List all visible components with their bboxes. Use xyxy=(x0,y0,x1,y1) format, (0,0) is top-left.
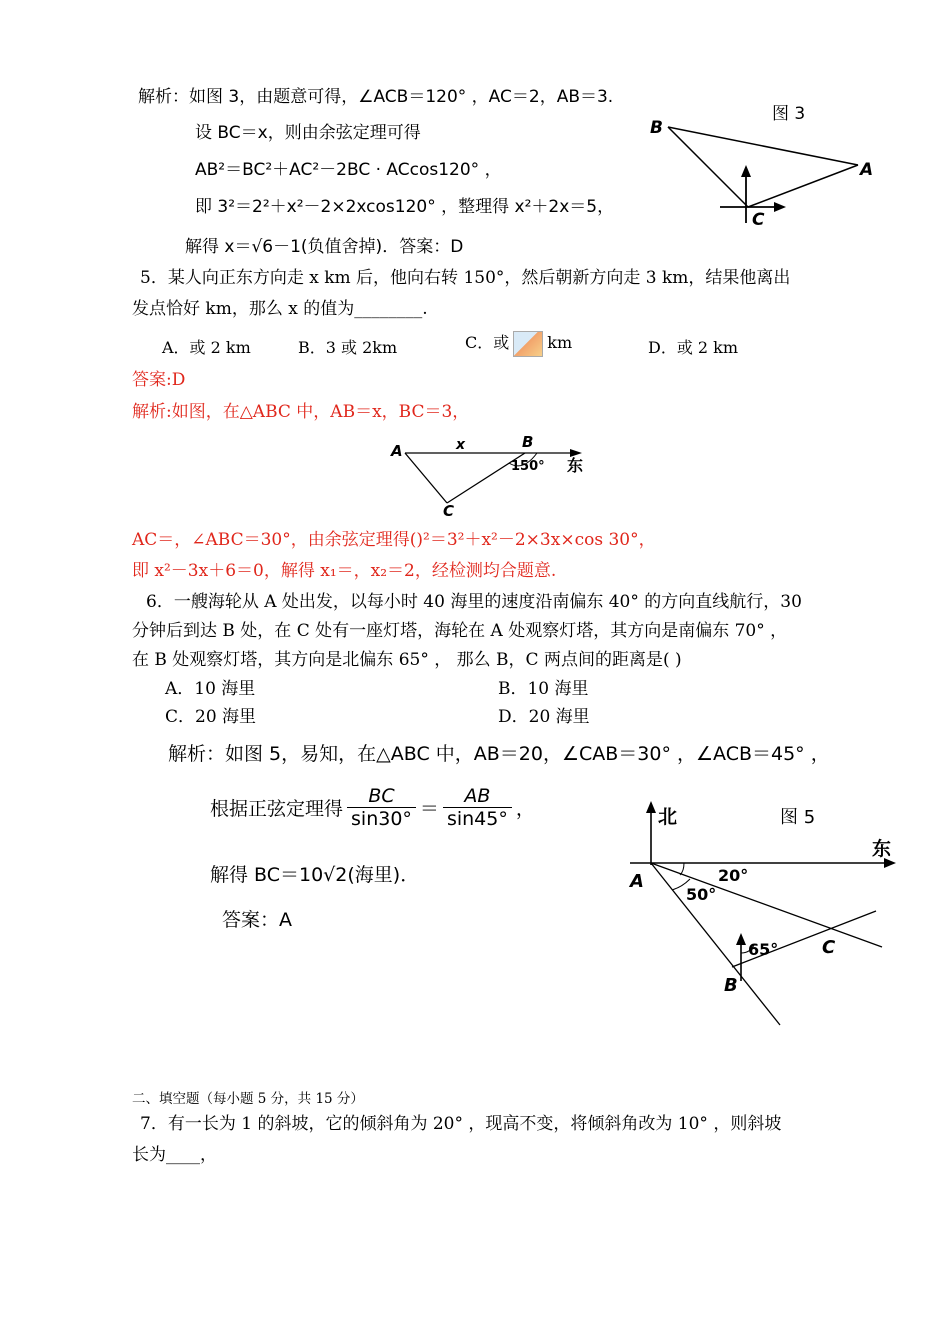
q5fig-label-x: x xyxy=(456,437,466,453)
fig5-label-north: 北 xyxy=(658,806,678,828)
q5fig-label-b: B xyxy=(522,433,534,451)
q5-line4: 即 x²－3x＋6＝0，解得 x₁＝，x₂＝2，经检测均合题意. xyxy=(132,561,557,581)
q6-option-a: A．10 海里 xyxy=(165,679,256,699)
figure-q5 xyxy=(385,430,600,520)
fig3-line-bc xyxy=(668,127,748,207)
fig3-north-arrowhead xyxy=(741,165,751,177)
broken-image-icon xyxy=(513,331,543,357)
fig3-label-c: C xyxy=(752,210,765,230)
q6-option-b: B．10 海里 xyxy=(498,679,589,699)
fig5-label-east: 东 xyxy=(872,838,892,860)
q5-option-c-post: km xyxy=(547,333,573,352)
q6-eq: ＝ xyxy=(419,798,439,820)
q7-line1: 7．有一长为 1 的斜坡，它的倾斜角为 20° ，现高不变，将倾斜角改为 10° ，则斜坡 xyxy=(140,1114,782,1134)
q6-fraction-ab xyxy=(443,785,512,830)
q6-line1: 6．一艘海轮从 A 处出发，以每小时 40 海里的速度沿南偏东 40° 的方向直线航行，30 xyxy=(146,592,802,612)
q6-sol-line3: 解得 BC＝10√2(海里)． xyxy=(210,864,420,886)
sol4-line3: AB²＝BC²＋AC²－2BC · ACcos120° ， xyxy=(195,160,502,180)
fig3-label-a: A xyxy=(860,160,874,180)
fig5-line-ac xyxy=(651,863,882,947)
fig3-east-arrowhead xyxy=(774,202,786,212)
q5-option-d: D．或 2 km xyxy=(648,338,739,357)
q6-sol-line4: 答案：A xyxy=(222,909,292,931)
q6-line3: 在 B 处观察灯塔，其方向是北偏东 65° ， 那么 B，C 两点间的距离是( ) xyxy=(132,650,682,670)
fig3-line-ca xyxy=(748,165,858,207)
q6-sol-line2-pre: 根据正弦定理得 xyxy=(210,798,344,820)
q6-option-c: C．20 海里 xyxy=(165,707,257,727)
q5-analysis: 解析:如图，在△ABC 中，AB＝x，BC＝3， xyxy=(132,402,470,422)
fig3-label-b: B xyxy=(650,118,663,138)
fig5-title: 图 5 xyxy=(780,807,816,828)
q5-answer: 答案:D xyxy=(132,370,186,390)
sol4-line4: 即 3²＝2²＋x²－2×2xcos120° ，整理得 x²＋2x＝5， xyxy=(195,197,615,217)
fig5-north-b-arrowhead xyxy=(736,933,746,945)
q7-line2: 长为____， xyxy=(132,1145,217,1165)
sol4-line1: 解析：如图 3，由题意可得，∠ACB＝120° ，AC＝2，AB＝3. xyxy=(138,87,614,107)
q5fig-label-east: 东 xyxy=(567,456,584,475)
q6-fraction-bc xyxy=(347,785,416,830)
sol4-line2: 设 BC＝x，则由余弦定理可得 xyxy=(195,123,421,143)
fig5-label-c: C xyxy=(822,937,836,958)
q6-frac2-den: sin45° xyxy=(446,808,508,830)
q5-option-a: A．或 2 km xyxy=(162,338,251,357)
q5-option-b: B．3 或 2km xyxy=(298,338,398,357)
fig5-label-a: A xyxy=(630,871,644,892)
q6-frac1-num: BC xyxy=(347,785,416,808)
fig5-label-20: 20° xyxy=(718,866,749,885)
q5-line1: 5．某人向正东方向走 x km 后，他向右转 150°，然后朝新方向走 3 km，结果他离出 xyxy=(140,268,791,288)
fig5-label-50: 50° xyxy=(686,885,717,904)
q6-frac1-den: sin30° xyxy=(351,808,412,830)
fig5-label-b: B xyxy=(724,975,738,996)
q5-option-c xyxy=(465,330,572,357)
fig5-label-65: 65° xyxy=(748,940,779,959)
fig3-title: 图 3 xyxy=(772,104,806,124)
q5fig-line-ac xyxy=(405,453,447,503)
q6-frac2-num: AB xyxy=(443,785,512,808)
q5-line3: AC＝，∠ABC＝30°，由余弦定理得()²＝3²＋x²－2×3x×cos 30°， xyxy=(132,530,656,550)
q5fig-label-angle: 150° xyxy=(511,459,545,474)
q6-sol-line2-post: ， xyxy=(515,798,535,820)
q6-sol-line1: 解析：如图 5，易知，在△ABC 中，AB＝20，∠CAB＝30° ，∠ACB＝45° ， xyxy=(168,743,830,765)
q6-sol-line2 xyxy=(210,785,535,830)
figure-5 xyxy=(620,795,910,1035)
q6-option-d: D．20 海里 xyxy=(498,707,590,727)
q5-line2: 发点恰好 km，那么 x 的值为________. xyxy=(132,299,428,319)
fig3-line-ba xyxy=(668,127,858,165)
q5-option-c-pre: C．或 xyxy=(465,333,510,352)
figure-3 xyxy=(640,95,890,240)
q6-line2: 分钟后到达 B 处，在 C 处有一座灯塔，海轮在 A 处观察灯塔，其方向是南偏东 70° ， xyxy=(132,621,788,641)
q5fig-label-c: C xyxy=(443,502,455,520)
section2-title: 二、填空题（每小题 5 分，共 15 分） xyxy=(132,1091,364,1107)
q5fig-label-a: A xyxy=(391,442,403,460)
sol4-line5: 解得 x＝√6－1(负值舍掉)．答案：D xyxy=(185,237,464,257)
fig5-north-arrowhead xyxy=(646,801,656,813)
